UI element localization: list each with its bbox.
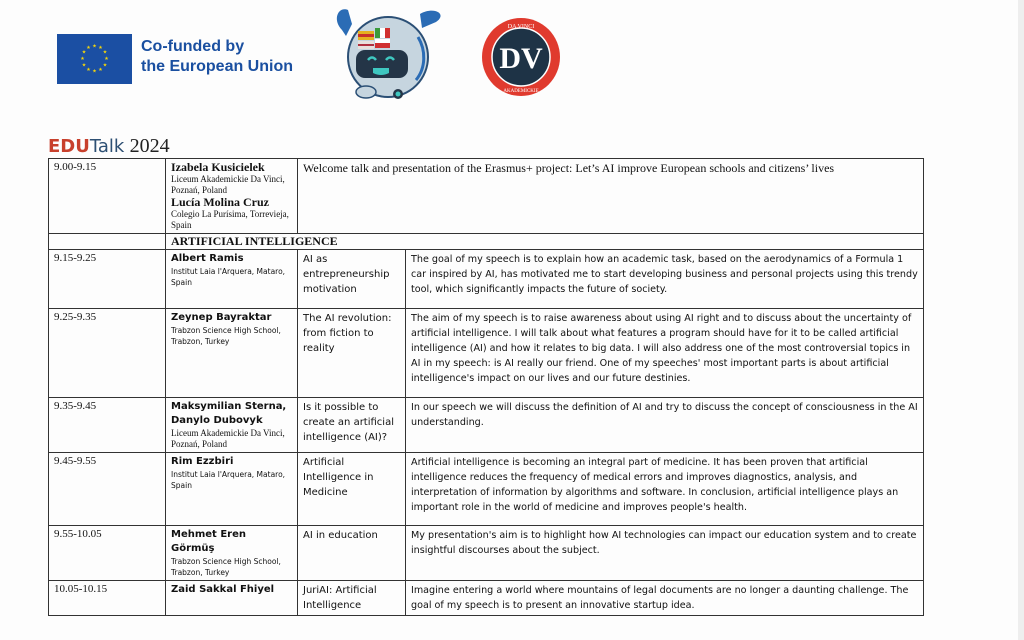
speaker-affiliation: Trabzon Science High School, Trabzon, Turkey <box>171 557 281 577</box>
speaker-affiliation: Trabzon Science High School, Trabzon, Turkey <box>171 326 281 346</box>
description-cell: Artificial intelligence is becoming an integral part of medicine. It has been proven that artificial intelligence reduces the frequency of medical errors and improves diagnostics, analysis, and interpretation of information by algorithms and software. In conclusion, artificial intelligence plays an important role in the world of medicine and improves people's health. <box>406 453 924 526</box>
description-cell: Imagine entering a world where mountains of legal documents are no longer a daunting challenge. The goal of my speech is to present an innovative startup idea. <box>406 581 924 616</box>
speaker-name: Albert Ramis <box>171 253 244 264</box>
speaker-cell <box>166 398 298 453</box>
speaker-cell <box>166 159 298 234</box>
speaker-name: Lucía Molina Cruz <box>171 195 269 209</box>
svg-text:AKADEMICKIE: AKADEMICKIE <box>503 89 539 94</box>
speaker-cell <box>166 581 298 616</box>
topic-cell: The AI revolution: from fiction to reality <box>298 309 406 398</box>
da-vinci-logo-icon <box>481 17 561 97</box>
speaker-name: Izabela Kusicielek <box>171 160 265 174</box>
page-edge-strip <box>1018 0 1024 640</box>
svg-text:★: ★ <box>81 49 87 56</box>
svg-text:★: ★ <box>92 68 97 75</box>
speaker-name: Mehmet Eren Görmüş <box>171 529 246 554</box>
svg-text:★: ★ <box>98 45 103 51</box>
svg-text:★: ★ <box>92 43 97 50</box>
svg-text:★: ★ <box>98 67 103 73</box>
svg-text:★: ★ <box>104 56 109 62</box>
topic-cell: Artificial Intelligence in Medicine <box>298 453 406 526</box>
svg-text:★: ★ <box>80 56 85 62</box>
description-cell: My presentation's aim is to highlight how AI technologies can impact our education system and to create insightful discourses about the subject. <box>406 526 924 581</box>
table-row <box>49 581 924 616</box>
description-cell: The goal of my speech is to explain how an academic task, based on the aerodynamics of a Formula 1 car inspired by AI, has motivated me to start developing business and personal projects using this trendy tool, which significantly impacts the future of society. <box>406 250 924 309</box>
svg-text:★: ★ <box>81 62 87 69</box>
time-cell: 9.55-10.05 <box>49 526 166 581</box>
svg-text:★: ★ <box>86 67 91 73</box>
speaker-affiliation: Institut Laia l'Arquera, Mataro, Spain <box>171 267 286 287</box>
time-cell: 9.00-9.15 <box>49 159 166 234</box>
table-row <box>49 250 924 309</box>
speaker-affiliation: Liceum Akademickie Da Vinci, Poznań, Poland <box>171 428 285 449</box>
speaker-name: Zeynep Bayraktar <box>171 312 272 323</box>
topic-cell: JuriAI: Artificial Intelligence <box>298 581 406 616</box>
title-year: 2024 <box>129 135 170 157</box>
time-cell: 9.25-9.35 <box>49 309 166 398</box>
speaker-cell <box>166 250 298 309</box>
table-row <box>49 526 924 581</box>
speaker-affiliation: Liceum Akademickie Da Vinci, Poznań, Poland <box>171 174 285 195</box>
speaker-name: Maksymilian Sterna, Danylo Dubovyk <box>171 401 287 426</box>
eu-cofunded-label <box>141 37 293 77</box>
section-heading: ARTIFICIAL INTELLIGENCE <box>166 234 924 250</box>
topic-cell: AI as entrepreneurship motivation <box>298 250 406 309</box>
eu-flag-icon <box>57 34 132 84</box>
speaker-cell <box>166 309 298 398</box>
robot-mascot-icon <box>330 2 446 106</box>
speaker-cell <box>166 453 298 526</box>
title-talk: Talk <box>89 136 125 157</box>
time-cell: 9.15-9.25 <box>49 250 166 309</box>
table-row-section <box>49 234 924 250</box>
time-cell: 10.05-10.15 <box>49 581 166 616</box>
description-cell: In our speech we will discuss the definition of AI and try to discuss the concept of consciousness in the AI understanding. <box>406 398 924 453</box>
svg-text:★: ★ <box>102 49 108 56</box>
speaker-affiliation: Colegio La Purísima, Torrevieja, Spain <box>171 209 289 230</box>
svg-text:DA VINCI: DA VINCI <box>507 24 535 30</box>
eu-label-line1: Co-funded by <box>141 38 245 55</box>
title-edu: EDU <box>48 136 90 157</box>
topic-cell: Is it possible to create an artificial intelligence (AI)? <box>298 398 406 453</box>
agenda-table <box>48 158 924 616</box>
table-row <box>49 453 924 526</box>
table-row <box>49 398 924 453</box>
eu-label-line2: the European Union <box>141 58 293 75</box>
table-row <box>49 309 924 398</box>
empty-cell <box>49 234 166 250</box>
svg-text:★: ★ <box>102 62 108 69</box>
speaker-affiliation: Institut Laia l'Arquera, Mataro, Spain <box>171 470 286 490</box>
time-cell: 9.45-9.55 <box>49 453 166 526</box>
table-row-welcome <box>49 159 924 234</box>
welcome-description: Welcome talk and presentation of the Erasmus+ project: Let’s AI improve European schools and citizens’ lives <box>298 159 924 234</box>
topic-cell: AI in education <box>298 526 406 581</box>
speaker-cell <box>166 526 298 581</box>
svg-text:★: ★ <box>86 45 91 51</box>
speaker-name: Zaid Sakkal Fhiyel <box>171 584 275 595</box>
event-title <box>48 135 170 158</box>
svg-text:DV: DV <box>499 42 543 75</box>
description-cell: The aim of my speech is to raise awareness about using AI right and to discuss about the uncertainty of artificial intelligence. I will talk about what features a program should have for it to be called artificial intelligence (AI) and how it relates to big data. I will also address one of the most controversial topics in AI in my speech: is AI really our friend. One of my speeches' most important parts is about artificial intelligence's impact on our lives and our future destinies. <box>406 309 924 398</box>
time-cell: 9.35-9.45 <box>49 398 166 453</box>
speaker-name: Rim Ezzbiri <box>171 456 234 467</box>
